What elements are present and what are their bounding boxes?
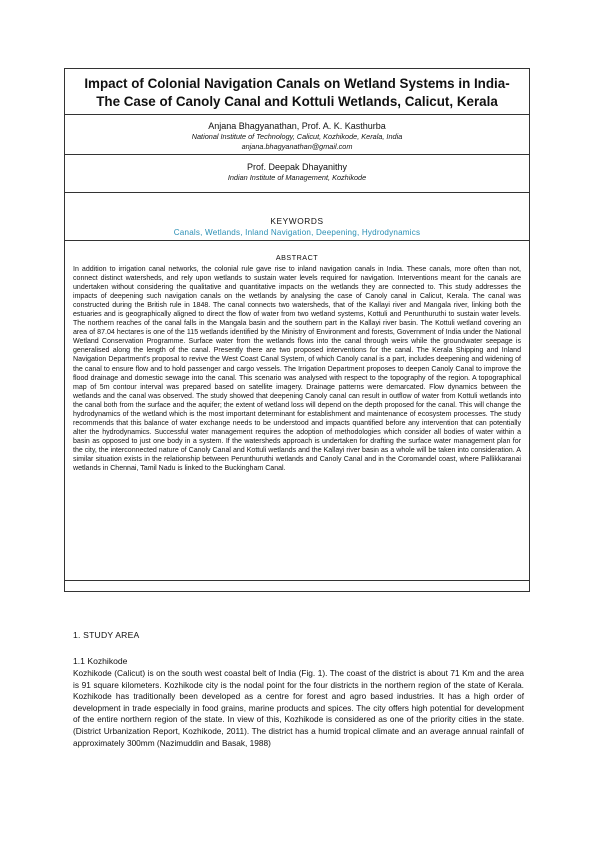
author-email: anjana.bhagyanathan@gmail.com bbox=[241, 142, 353, 151]
author-names-2: Prof. Deepak Dhayanithy bbox=[246, 162, 348, 172]
authors-section-1 bbox=[65, 115, 529, 155]
section-heading: 1. STUDY AREA bbox=[73, 630, 140, 640]
empty-footer-row bbox=[65, 581, 529, 593]
abstract-text: In addition to irrigation canal networks, the colonial rule gave rise to inland navigation canals in India. These canals, more often than not, connect distinct watersheds, and rely upon wetlands to sustain water levels required for navigation. Interventions meant for the canals are undertaken without considering the qualitative and quantitative impacts on the wetlands they are connected to. This study addresses the impacts of deepening such navigation canals on the wetlands by analysing the case of Canoly canal in Calicut, Kerala. The canal was constructed during the British rule in 1848. The canal connects two watersheds, that of the Kallayi river and Mangala river, linking both the estuaries and is geographically aligned to direct the flow of water from two wetland systems, Kottuli and Perunthuruthi to sustain water levels. The northern reaches of the canal falls in the Mangala basin and the southern part in the Kallayi river basin. The Kottuli wetland covering an area of 87.04 hectares is one of the 115 wetlands identified by the Ministry of Environment and forests, Government of India under the National Wetland Conservation Programme. Surface water from the wetlands flows into the canal through weirs while the groundwater seepage is generalised along the length of the canal. Presently there are two proposed interventions for the canal. The Kerala Shipping and Inland Navigation Department's proposal to revive the West Coast Canal System, of which Canoly canal is a part, includes deepening and widening of the canal to ensure flow and to hold passenger and cargo vessels. The Irrigation Department proposes to deepen Canoly Canal to improve the flood drainage and domestic sewage into the canal. This scenario was analysed with respect to the topography of the region. A topographical map of 5m contour interval was prepared based on satellite imagery. Drainage patterns were demarcated. Flow dynamics between the wetlands and the canal was observed. The study showed that deepening Canoly canal can result in outflow of water from Kottuli wetlands into the canal both from the surface and the aquifer; the extent of wetland loss will depend on the depth proposed for the canal. This will change the hydrodynamics of the wetland which is the most important determinant for establishment and maintenance of ecosystem processes. The study recommends that this balance of water exchange needs to be understood and impacts quantified before any intervention that can potentially alter the hydrodynamics. Successful water management requires the adoption of methodologies which consider all bodies of water within a basin as opposed to just one body in a system. If the watersheds approach is undertaken for drafting the surface water management plan for the city, the interconnected nature of Canoly Canal and Kottuli wetlands and the Kallayi river basin as a whole will be taken into consideration. A similar situation exists in the relationship between Perunthuruthi wetlands and Canoly Canal and in the Coromandel coast, where Pallikkaranai wetlands in Chennai, Tamil Nadu is linked to the Buckingham Canal. bbox=[73, 266, 521, 473]
abstract-section bbox=[65, 241, 529, 581]
front-matter-frame bbox=[64, 68, 530, 592]
keywords-text: Canals, Wetlands, Inland Navigation, Deepening, Hydrodynamics bbox=[173, 228, 421, 237]
title-section bbox=[65, 69, 529, 115]
author-affiliation-1: National Institute of Technology, Calicut, Kozhikode, Kerala, India bbox=[191, 132, 403, 141]
author-affiliation-2: Indian Institute of Management, Kozhikode bbox=[227, 173, 367, 182]
title-line-2: The Case of Canoly Canal and Kottuli Wetlands, Calicut, Kerala bbox=[96, 94, 498, 109]
body-paragraph: Kozhikode (Calicut) is on the south west coastal belt of India (Fig. 1). The coast of the district is about 71 Km and the area is 91 square kilometers. Kozhikode city is the nodal point for the four districts in the northern region of the state of Kerala. Kozhikode has traditionally been developed as a centre for forest and agro based industries. It has a high order of development in trade especially in food grains, marine products and spices. The city offers high potential for development of the entire northern region of the state. In view of this, Kozhikode is considered as one of the priority cities in the state. (District Urbanization Report, Kozhikode, 2011). The district has a humid tropical climate and an average annual rainfall of approximately 300mm (Nazimuddin and Basak, 1988) bbox=[73, 668, 524, 748]
author-names-1: Anjana Bhagyanathan, Prof. A. K. Kasthurba bbox=[208, 121, 386, 131]
abstract-heading: ABSTRACT bbox=[275, 253, 319, 262]
paper-title bbox=[71, 75, 523, 111]
keywords-section bbox=[65, 193, 529, 241]
authors-section-2 bbox=[65, 155, 529, 193]
subsection-heading: 1.1 Kozhikode bbox=[73, 656, 128, 666]
keywords-heading: KEYWORDS bbox=[270, 216, 324, 226]
title-line-1: Impact of Colonial Navigation Canals on Wetland Systems in India- bbox=[84, 76, 510, 91]
